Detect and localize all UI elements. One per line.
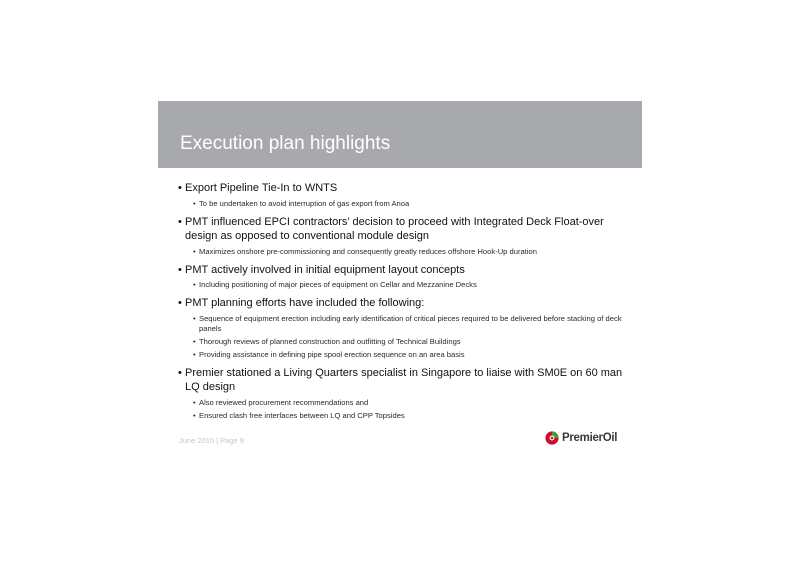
bullet-text: PMT planning efforts have included the following: [185, 297, 425, 309]
sub-bullet-marker: • [193, 280, 196, 289]
sub-bullet-marker: • [193, 349, 196, 359]
bullet-item [178, 181, 628, 209]
bullet-item [178, 296, 628, 360]
bullet-marker: • [178, 297, 182, 309]
bullet-list [178, 181, 628, 421]
slide-title: Execution plan highlights [180, 133, 391, 154]
footer-page-info: June 2010 | Page 9 [179, 436, 244, 445]
bullet-marker: • [178, 182, 182, 194]
bullet-marker: • [178, 263, 182, 276]
company-logo [545, 431, 617, 445]
sub-bullet-text: To be undertaken to avoid interruption of gas export from Anoa [199, 198, 410, 208]
sub-bullet-text: Providing assistance in defining pipe spool erection sequence on an area basis [199, 349, 465, 359]
sub-bullet-text: Thorough reviews of planned construction and outfitting of Technical Buildings [199, 336, 461, 346]
bullet-marker: • [178, 366, 182, 379]
sub-bullet-text: Maximizes onshore pre-commissioning and consequently greatly reduces offshore Hook-Up duration [199, 246, 537, 256]
sub-bullet-text: Also reviewed procurement recommendations and [199, 397, 369, 407]
bullet-item [178, 366, 628, 421]
premier-oil-logo-icon [545, 431, 559, 445]
sub-bullet-marker: • [193, 313, 196, 323]
sub-bullet-text: Sequence of equipment erection including early identification of critical pieces required to be delivered before stacking of deck panels [199, 313, 622, 333]
sub-bullet-marker: • [193, 246, 196, 256]
sub-bullet-marker: • [193, 410, 196, 420]
bullet-text: PMT actively involved in initial equipment layout concepts [185, 263, 465, 276]
title-band [158, 101, 642, 168]
slide [158, 101, 642, 463]
sub-bullet-text: Including positioning of major pieces of equipment on Cellar and Mezzanine Decks [199, 280, 477, 289]
sub-bullet-marker: • [193, 198, 196, 208]
bullet-item [178, 263, 628, 291]
bullet-text: Premier stationed a Living Quarters specialist in Singapore to liaise with SM0E on 60 man LQ design [185, 366, 623, 393]
sub-bullet-text: Ensured clash free interfaces between LQ and CPP Topsides [199, 410, 405, 420]
bullet-text: Export Pipeline Tie-In to WNTS [185, 182, 338, 194]
bullet-text: PMT influenced EPCI contractors’ decision to proceed with Integrated Deck Float-over design as opposed to conventional module design [185, 215, 604, 242]
sub-bullet-marker: • [193, 397, 196, 407]
bullet-marker: • [178, 215, 182, 228]
sub-bullet-marker: • [193, 336, 196, 346]
logo-text: PremierOil [562, 432, 618, 444]
bullet-item [178, 215, 628, 257]
